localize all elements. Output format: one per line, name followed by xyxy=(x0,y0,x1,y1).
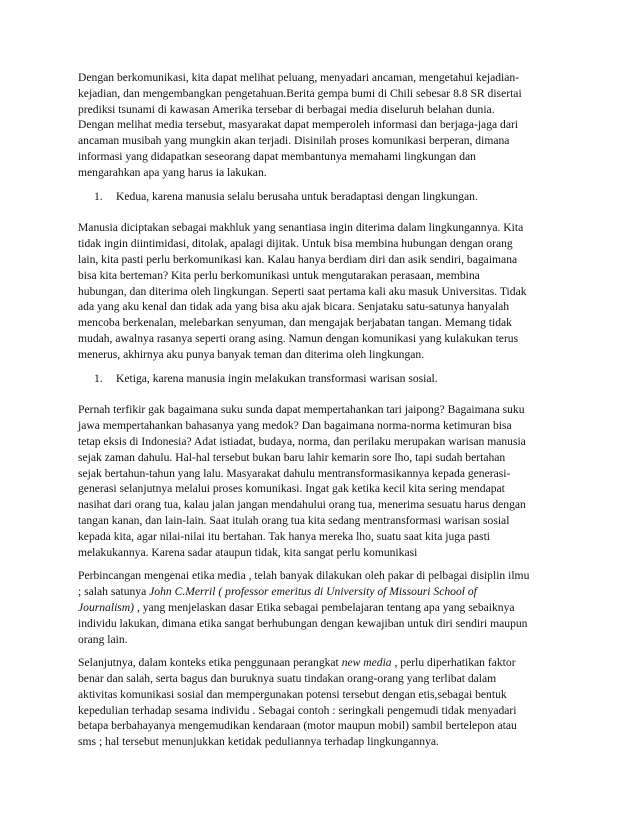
list-item-ketiga xyxy=(94,371,564,387)
list-item-kedua xyxy=(94,189,564,205)
list-number: 1. xyxy=(94,371,103,385)
paragraph-adaptasi: Manusia diciptakan sebagai makhluk yang senantiasa ingin diterima dalam lingkungannya. Kita tidak ingin diintimidasi, ditolak, apalagi dijitak. Untuk bisa membina hubungan dengan orang lain, kita pasti perlu berkomunikasi kan. Kalau hanya berdiam diri dan asik sendiri, bagaimana bisa kita berteman? Kita perlu berkomunikasi untuk mengutarakan perasaan, membina hubungan, dan diterima oleh lingkungan. Seperti saat pertama kali aku masuk Universitas. Tidak ada yang aku kenal dan tidak ada yang bisa aku ajak bicara. Senjataku satu-satunya hanyalah mencoba berkenalan, melebarkan senyuman, dan mengajak berjabatan tangan. Memang tidak mudah, awalnya rasanya seperti orang asing. Namun dengan komunikasi yang kulakukan terus menerus, akhirnya aku punya banyak teman dan diterima oleh lingkungan. xyxy=(78,221,527,361)
italic-citation: John C.Merril ( professor emeritus di University of Missouri School of Journalism) xyxy=(78,585,477,614)
paragraph-etika-media xyxy=(78,568,564,647)
paragraph-intro: Dengan berkomunikasi, kita dapat melihat peluang, menyadari ancaman, mengetahui kejadian- kejadian, dan mengembangkan pengetahuan.Berita gempa bumi di Chili sebesar 8.8 SR disertai prediksi tsunami di kawasan Amerika tersebar di berbagai media diseluruh belahan dunia. Dengan melihat media tersebut, masyarakat dapat memperoleh informasi dan berjaga-jaga dari ancaman musibah yang mungkin akan terjadi. Disinilah proses komunikasi berperan, dimana informasi yang didapatkan seseorang dapat membantunya memahami lingkungan dan mengarahkan apa yang harus ia lakukan. xyxy=(78,71,522,179)
text-run: , yang menjelaskan dasar Etika sebagai pembelajaran tentang apa yang sebaiknya individu lakukan, dimana etika sangat berhubungan dengan kewajiban untuk diri sendiri maupun orang lain. xyxy=(78,600,528,646)
text-run: Selanjutnya, dalam konteks etika penggunaan perangkat xyxy=(78,656,342,670)
list-item-text: Kedua, karena manusia selalu berusaha untuk beradaptasi dengan lingkungan. xyxy=(116,189,478,203)
paragraph-new-media xyxy=(78,655,564,750)
text-run: Perbincangan mengenai etika media , telah banyak dilakukan oleh pakar di pelbagai disiplin ilmu ; salah satunya xyxy=(78,569,530,599)
document-page xyxy=(78,70,564,758)
italic-term: new media xyxy=(341,656,392,670)
list-number: 1. xyxy=(94,189,103,203)
paragraph-warisan-sosial: Pernah terfikir gak bagaimana suku sunda dapat mempertahankan tari jaipong? Bagaimana suku jawa mempertahankan bahasanya yang medok? Dan bagaimana norma-norma ketimuran bisa tetap eksis di Indonesia? Adat istiadat, budaya, norma, dan perilaku merupakan warisan manusia sejak zaman dahulu. Hal-hal tersebut bukan baru lahir kemarin sore lho, tapi sudah bertahan sejak bertahun-tahun yang lalu. Masyarakat dahulu mentransformasikannya kepada generasi- generasi selanjutnya melalui proses komunikasi. Ingat gak ketika kecil kita sering mendapat nasihat dari orang tua, kalau jalan jangan mendahului orang tua, menerima sesuatu harus dengan tangan kanan, dan lain-lain. Saat itulah orang tua kita sedang mentransformasi warisan sosial kepada kita, agar nilai-nilai itu bertahan. Tak hanya mereka lho, suatu saat kita juga pasti melakukannya. Karena sadar ataupun tidak, kita sangat perlu komunikasi xyxy=(78,403,526,559)
text-run: , perlu diperhatikan faktor benar dan salah, serta bagus dan buruknya suatu tindakan orang-orang yang terlibat dalam aktivitas komunikasi sosial dan mempergunakan potensi tersebut dengan etis,sebagai bentuk kepedulian terhadap sesama individu . Sebagai contoh : seringkali pengemudi tidak menyadari betapa berbahayanya mengemudikan kendaraan (motor maupun mobil) sambil bertelepon atau sms ; hal tersebut menunjukkan ketidak peduliannya terhadap lingkungannya. xyxy=(78,656,517,749)
list-item-text: Ketiga, karena manusia ingin melakukan transformasi warisan sosial. xyxy=(116,371,438,385)
